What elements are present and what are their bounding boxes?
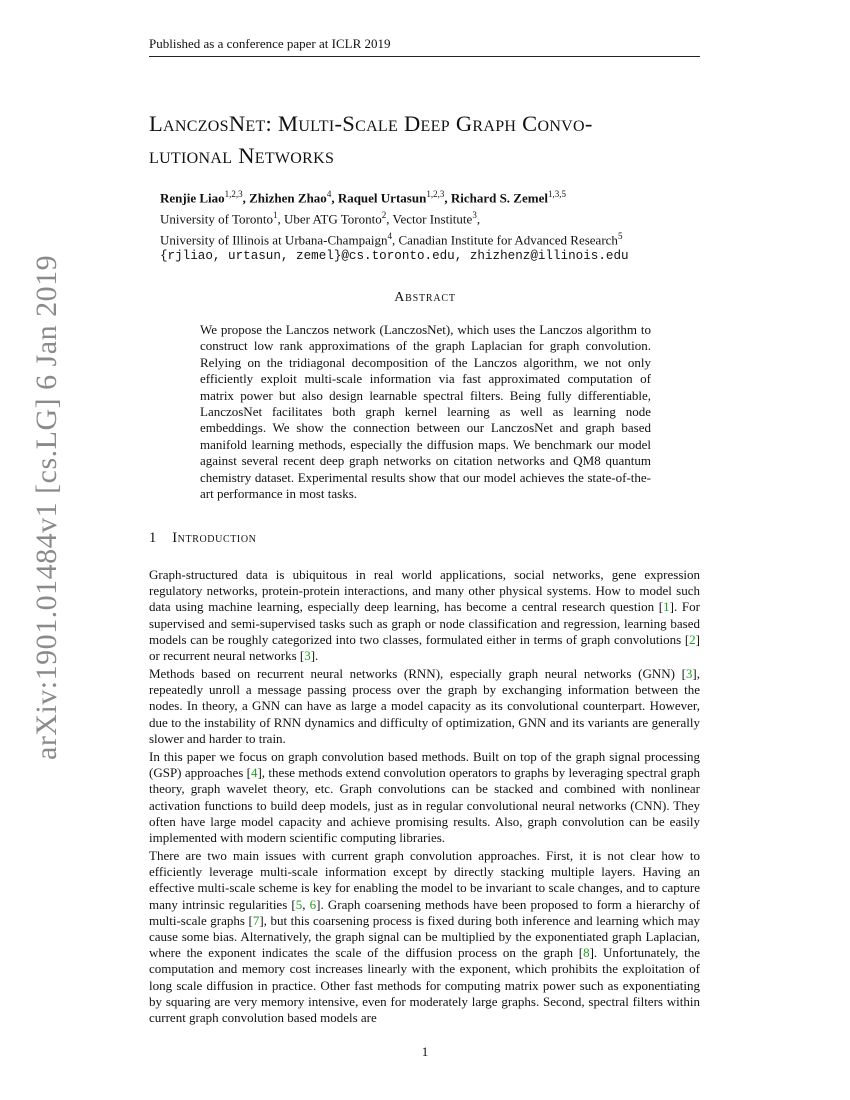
author-affil-sup: 1,2,3 [426,189,445,199]
section-title: Introduction [172,530,257,546]
page-number: 1 [421,1044,429,1059]
intro-paragraph-2 [149,666,700,747]
citation-link[interactable]: 3 [685,666,693,681]
author-name: Raquel Urtasun [337,190,427,206]
affiliation-sup: 2 [381,209,387,220]
conference-header: Published as a conference paper at ICLR 2019 [149,36,391,51]
citation-link[interactable]: 5 [295,896,303,912]
authors-line [160,186,720,207]
paragraph-text: , [302,896,310,912]
paragraph-text: ], but this coarsening process is fixed during both inference and learning which may cause some bias. Alternatively, the graph signal can be multiplied by the exponentiated graph Laplacian, where the exponent indicates the scale of the diffusion process on the graph [ [149,912,700,961]
paragraph-text: ]. For supervised and semi-supervised tasks such as graph or node classification and regression, learning based models can be roughly categorized into two classes, formulated either in terms of graph convolutions [ [149,599,700,647]
author-separator: , [242,190,250,206]
section-heading-introduction [149,530,257,547]
citation-link[interactable]: 4 [250,765,258,781]
affiliation: , Canadian Institute for Advanced Research [391,231,618,247]
paragraph-text: There are two main issues with current graph convolution approaches. First, it is not clear how to efficiently leverage multi-scale information except by directly stacking multiple layers. Having an effective multi-scale scheme is key for enabling the model to be invariant to scale changes, and to capture many intrinsic regularities [ [149,848,700,912]
paper-title [149,108,709,172]
paragraph-text: ], repeatedly unroll a message passing process over the graph by exchanging information between the nodes. In theory, a GNN can have as large a model capacity as its convolutional counterpart. However, due to the instability of RNN dynamics and difficulty of optimization, GNN and its variants are generally slower and harder to train. [149,666,700,746]
affiliation-punct: , [476,211,481,227]
citation-link[interactable]: 3 [304,648,311,664]
intro-paragraph-1 [149,567,700,664]
abstract-heading: Abstract [394,290,456,305]
paragraph-text: ], these methods extend convolution operators to graphs by leveraging spectral graph theory, graph wavelet theory, etc. Graph convolutions can be stacked and combined with nonlinear activation functions to build deep models, just as in regular convolutional neural networks (CNN). They often have large model capacity and achieve promising results. Also, graph convolution can be easily implemented with modern scientific computing libraries. [149,765,700,846]
header-rule [149,56,700,57]
author-affil-sup: 4 [326,189,332,199]
affiliation-line-1 [160,207,720,228]
section-number: 1 [149,530,157,546]
affiliation: , Uber ATG Toronto [277,211,382,227]
affiliation: University of Illinois at Urbana-Champaign [160,231,388,247]
title-line-1: LanczosNet: Multi-Scale Deep Graph Convo- [149,111,593,136]
author-name: Renjie Liao [160,190,225,206]
authors-block [160,186,720,266]
paragraph-text: ] or recurrent neural networks [ [149,631,700,664]
affiliation-sup: 5 [617,230,623,241]
author-affil-sup: 1,3,5 [547,189,566,199]
author-name: Richard S. Zemel [450,190,548,206]
paragraph-text: Methods based on recurrent neural networks (RNN), especially graph neural networks (GNN) [ [149,666,686,681]
paragraph-text: ]. Unfortunately, the computation and memory cost increases linearly with the exponent, which prohibits the exploitation of long scale diffusion in practice. Other fast methods for computing matrix power such as exponentiating by squaring are very memory intensive, even for moderately large graphs. Second, spectral filters within current graph convolution based models are [149,945,700,1026]
author-separator: , [444,190,451,206]
affiliation-line-2 [160,228,720,249]
abstract-text: We propose the Lanczos network (LanczosNet), which uses the Lanczos algorithm to construct low rank approximations of the graph Laplacian for graph convolution. Relying on the tridiagonal decomposition of the Lanczos algorithm, we not only efficiently exploit multi-scale information via fast approximated computation of matrix power but also design learnable spectral filters. Being fully differentiable, LanczosNet facilitates both graph kernel learning as well as learning node embeddings. We show the connection between our LanczosNet and graph based manifold learning methods, especially the diffusion maps. We benchmark our model against several recent deep graph networks on citation networks and QM8 quantum chemistry dataset. Experimental results show that our model achieves the state-of-the-art performance in most tasks. [200,322,651,502]
affiliation-sup: 4 [387,230,392,241]
author-emails: {rjliao, urtasun, zemel}@cs.toronto.edu, zhizhenz@illinois.edu [160,249,629,264]
citation-link[interactable]: 6 [309,896,317,912]
paragraph-text: ]. Graph coarsening methods have been proposed to form a hierarchy of multi-scale graphs [ [149,896,701,928]
intro-paragraph-3 [149,749,700,846]
citation-link[interactable]: 2 [689,631,696,647]
author-affil-sup: 1,2,3 [224,189,243,199]
citation-link[interactable]: 8 [583,945,590,961]
paragraph-text: ]. [310,648,319,664]
citation-link[interactable]: 7 [252,912,260,928]
title-line-2: lutional Networks [149,143,335,168]
author-separator: , [331,190,338,206]
paragraph-text: In this paper we focus on graph convolution based methods. Built on top of the graph signal processing (GSP) approaches [ [149,749,700,781]
affiliation: University of Toronto [160,211,273,227]
arxiv-stamp: arXiv:1901.01484v1 [cs.LG] 6 Jan 2019 [30,254,63,760]
intro-paragraph-4 [149,848,700,1026]
author-name: Zhizhen Zhao [249,190,327,206]
affiliation-sup: 3 [472,209,477,220]
citation-link[interactable]: 1 [663,599,670,615]
affiliation-sup: 1 [272,209,278,220]
paragraph-text: Graph-structured data is ubiquitous in real world applications, social networks, gene expression regulatory networks, protein-protein interactions, and many other physical systems. How to model such data using machine learning, especially deep learning, has become a central research question [ [149,567,700,615]
affiliation: , Vector Institute [386,211,473,227]
